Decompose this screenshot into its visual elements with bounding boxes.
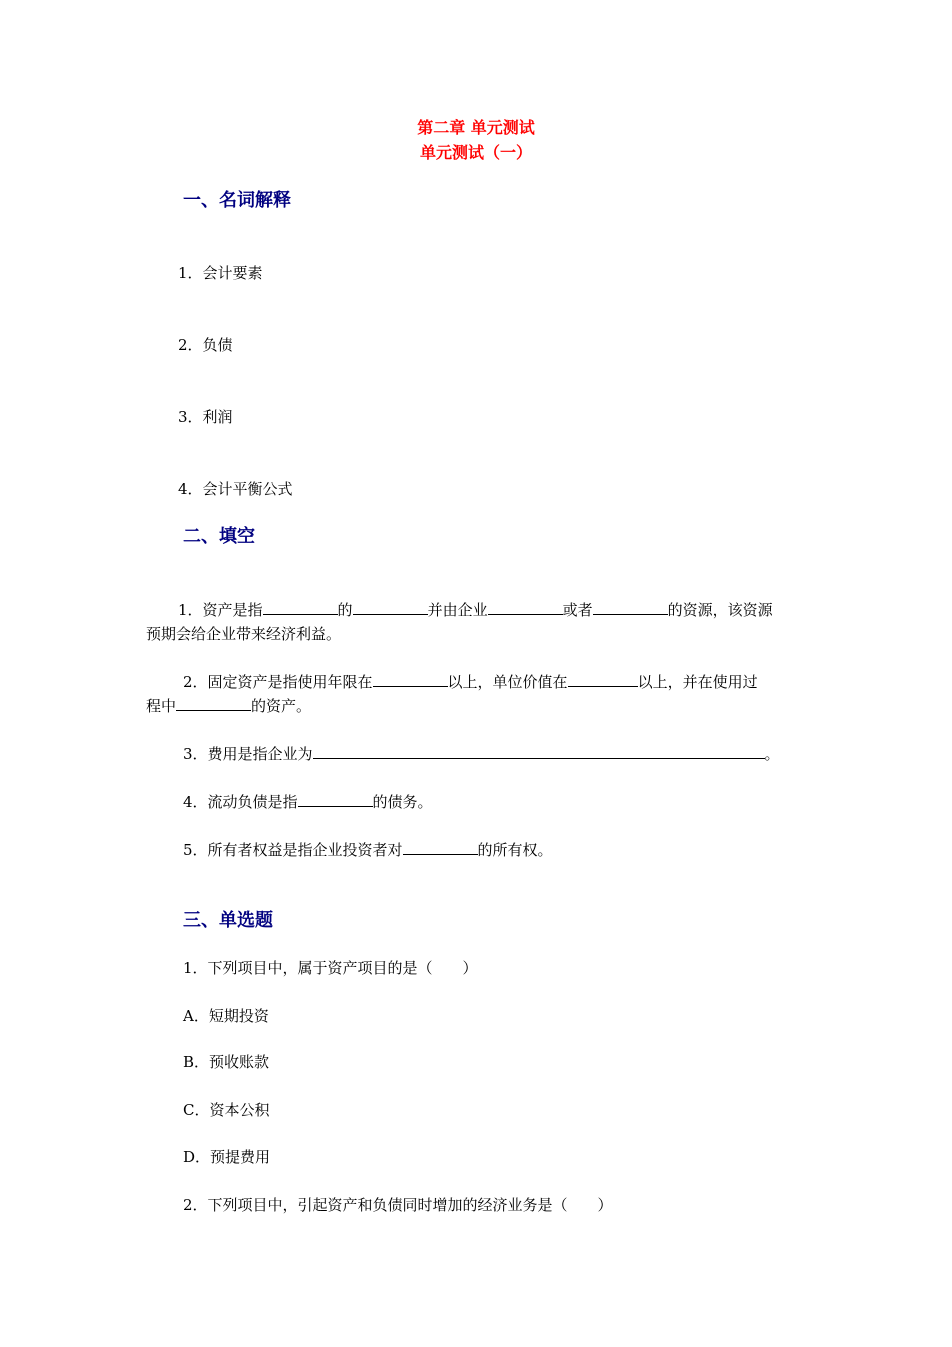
question-text: 以上，单位价值在 [447,673,568,691]
fill-question-2-continued [146,696,311,716]
question-text: 1．资产是指 [178,601,263,619]
choice-option: D．预提费用 [183,1148,271,1166]
definition-item: 4．会计平衡公式 [178,480,293,498]
question-text: 的资产。 [251,697,312,715]
section-heading-fill-blank: 二、填空 [183,526,255,547]
test-subtitle: 单元测试（一） [419,143,532,162]
answer-blank [593,600,668,615]
fill-question-5 [183,840,553,860]
fill-question-2 [183,672,758,692]
choice-option: A．短期投资 [183,1007,269,1025]
answer-blank [373,672,448,687]
question-text: 的债务。 [372,793,433,811]
question-text: 程中 [146,697,177,715]
answer-blank [298,792,373,807]
choice-question-2: 2．下列项目中，引起资产和负债同时增加的经济业务是（ ） [183,1196,613,1214]
question-text: 的所有权。 [477,841,553,859]
chapter-title: 第二章 单元测试 [417,118,535,137]
choice-option: C．资本公积 [183,1101,270,1119]
question-text: 的 [337,601,353,619]
fill-question-1 [178,600,773,620]
question-text: 并由企业 [427,601,488,619]
answer-blank [176,696,251,711]
definition-item: 1．会计要素 [178,264,263,282]
answer-blank [568,672,638,687]
question-text: 。 [764,745,780,763]
section-heading-single-choice: 三、单选题 [183,910,273,931]
answer-blank [403,840,478,855]
answer-blank [488,600,563,615]
definition-item: 3．利润 [178,408,233,426]
fill-question-3 [183,744,780,764]
answer-blank [353,600,428,615]
answer-blank [263,600,338,615]
question-text: 的资源，该资源 [667,601,773,619]
question-text: 3．费用是指企业为 [183,745,313,763]
choice-question-1: 1．下列项目中，属于资产项目的是（ ） [183,959,478,977]
question-text: 或者 [562,601,593,619]
question-text: 以上，并在使用过 [637,673,758,691]
choice-option: B．预收账款 [183,1053,270,1071]
fill-question-4 [183,792,433,812]
fill-question-1-continued: 预期会给企业带来经济利益。 [146,625,342,643]
definition-item: 2．负债 [178,336,233,354]
question-text: 4．流动负债是指 [183,793,298,811]
question-text: 5．所有者权益是指企业投资者对 [183,841,403,859]
section-heading-definitions: 一、名词解释 [183,190,291,211]
question-text: 2．固定资产是指使用年限在 [183,673,373,691]
answer-blank [313,744,765,759]
